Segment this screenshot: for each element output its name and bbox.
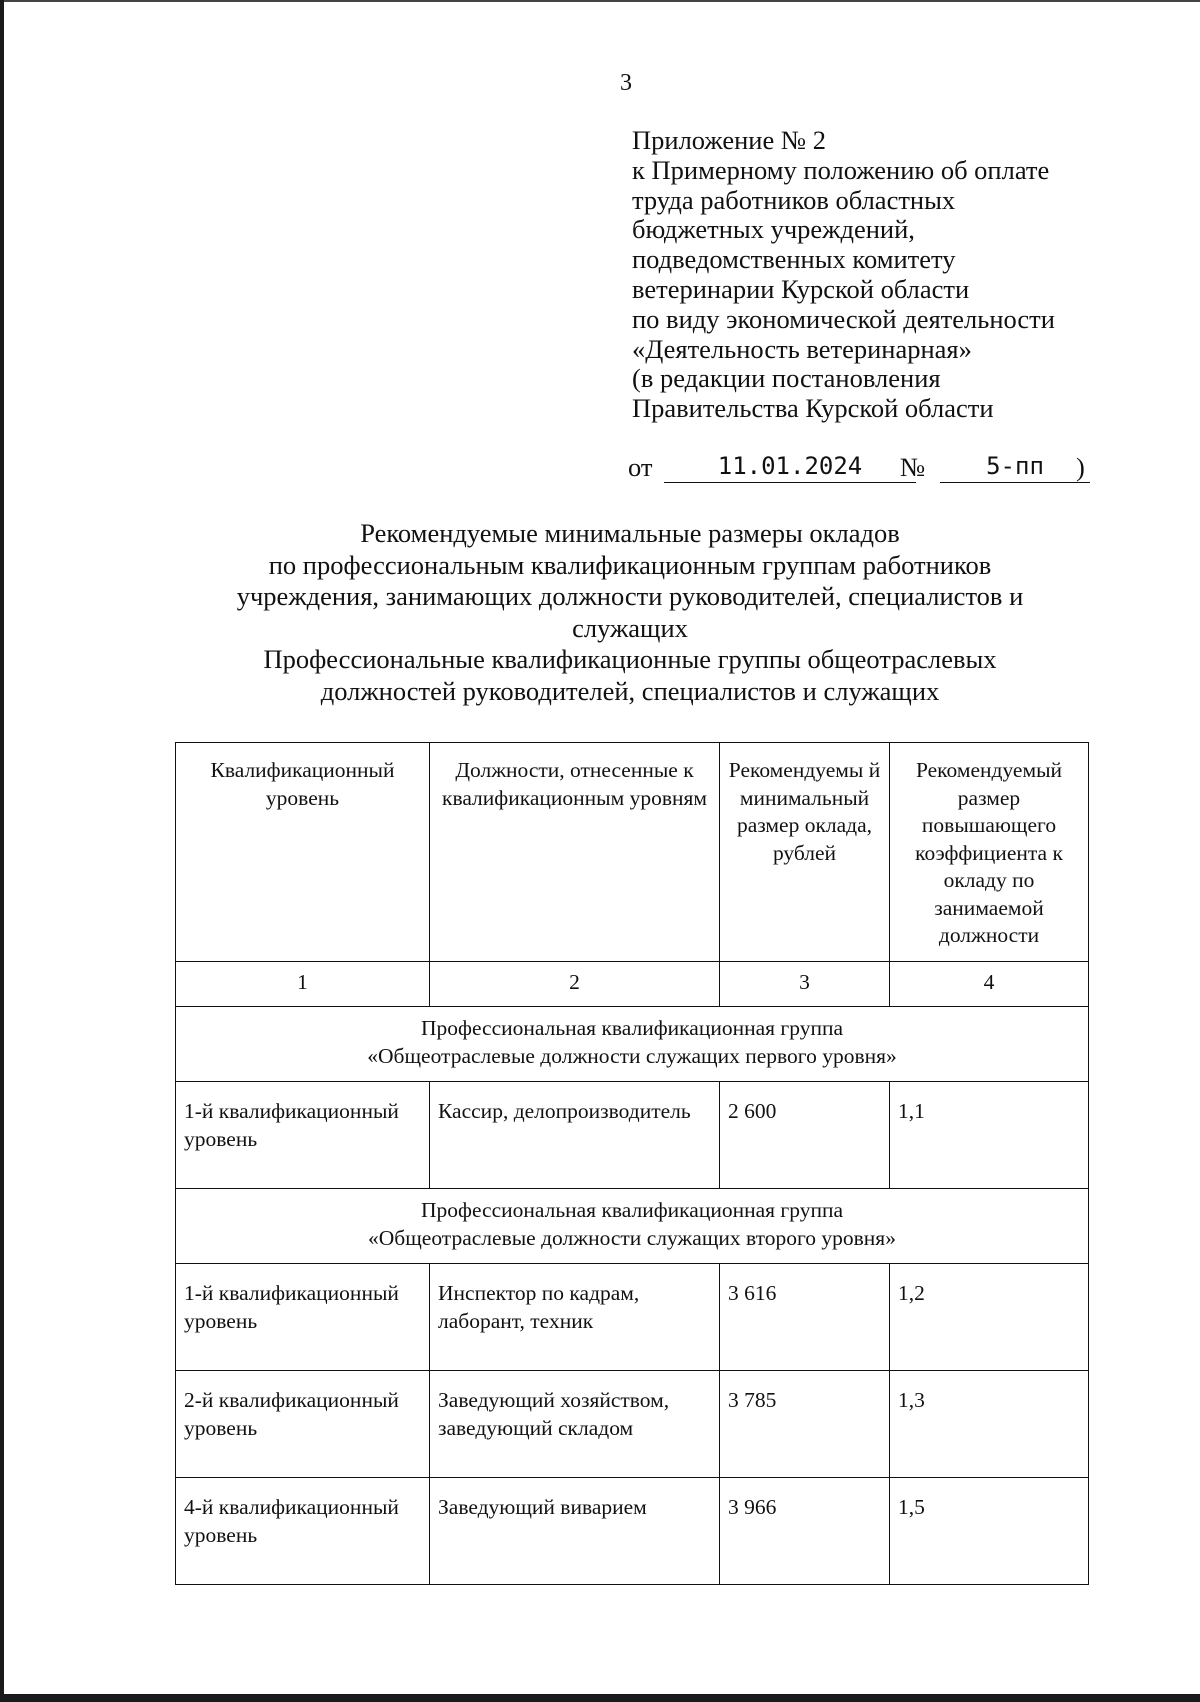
appendix-line: «Деятельность ветеринарная» [632,333,972,364]
salary-cell: 3 966 [720,1478,890,1585]
title-line: Рекомендуемые минимальные размеры окладов [360,518,900,548]
appendix-line: подведомственных комитету [632,244,956,275]
salary-cell: 2 600 [720,1082,890,1189]
level-cell: 1-й квалификационный уровень [176,1264,430,1371]
page-number: 3 [620,70,632,96]
group-title [176,1189,1089,1264]
salary-table [175,742,1089,1585]
header-salary: Рекомендуемы й минимальный размер оклада, рублей [720,743,890,962]
scan-top-edge [0,0,1200,2]
group-title-line: Профессиональная квалификационная группа [420,1198,843,1222]
decree-reference [628,452,1098,486]
table-row [176,1082,1089,1189]
coefficient-cell: 1,3 [890,1371,1089,1478]
title-line: Профессиональные квалификационные группы общеотраслевых [263,644,997,674]
column-number-row [176,962,1089,1007]
title-line: учреждения, занимающих должности руководителей, специалистов и [236,581,1024,611]
group-title-row [176,1189,1089,1264]
column-number: 3 [720,962,890,1007]
level-cell: 2-й квалификационный уровень [176,1371,430,1478]
group-title-line: «Общеотраслевые должности служащих второго уровня» [368,1225,896,1250]
level-cell: 1-й квалификационный уровень [176,1082,430,1189]
table-row [176,1371,1089,1478]
coefficient-cell: 1,1 [890,1082,1089,1189]
positions-cell: Заведующий виварием [430,1478,720,1585]
group-title-line: Профессиональная квалификационная группа [420,1016,843,1040]
positions-cell: Кассир, делопроизводитель [430,1082,720,1189]
document-title [180,518,1080,707]
appendix-line: к Примерному положению об оплате [632,154,1050,185]
header-level: Квалификационный уровень [176,743,430,962]
column-number: 2 [430,962,720,1007]
appendix-line: бюджетных учреждений, [632,214,915,245]
table-row [176,1478,1089,1585]
group-title [176,1007,1089,1082]
coefficient-cell: 1,2 [890,1264,1089,1371]
coefficient-cell: 1,5 [890,1478,1089,1585]
table-row [176,1264,1089,1371]
table-header-row [176,743,1089,962]
positions-cell: Инспектор по кадрам, лаборант, техник [430,1264,720,1371]
decree-number: 5-пп [940,452,1090,483]
appendix-line: Приложение № 2 [632,125,827,155]
closing-paren: ) [1076,452,1085,482]
appendix-line: труда работников областных [632,184,956,215]
appendix-line: по виду экономической деятельности [632,303,1055,334]
positions-cell: Заведующий хозяйством, заведующий складом [430,1371,720,1478]
appendix-line: ветеринарии Курской области [632,273,970,304]
header-positions: Должности, отнесенные к квалификационным уровням [430,743,720,962]
decree-date: 11.01.2024 [664,452,916,483]
scan-left-edge [0,0,4,1702]
title-line: должностей руководителей, специалистов и служащих [320,675,940,706]
level-cell: 4-й квалификационный уровень [176,1478,430,1585]
appendix-header [632,126,1152,424]
salary-cell: 3 785 [720,1371,890,1478]
column-number: 4 [890,962,1089,1007]
appendix-line: (в редакции постановления [632,363,941,394]
title-line: по профессиональным квалификационным группам работников [268,549,992,580]
group-title-row [176,1007,1089,1082]
header-coefficient: Рекомендуемый размер повышающего коэффициента к окладу по занимаемой должности [890,743,1089,962]
salary-cell: 3 616 [720,1264,890,1371]
scan-bottom-edge [0,1694,1200,1702]
appendix-line: Правительства Курской области [632,393,994,424]
title-line: служащих [572,612,688,643]
date-prefix: от [628,452,653,482]
column-number: 1 [176,962,430,1007]
number-prefix: № [900,452,926,482]
group-title-line: «Общеотраслевые должности служащих первого уровня» [367,1043,897,1068]
